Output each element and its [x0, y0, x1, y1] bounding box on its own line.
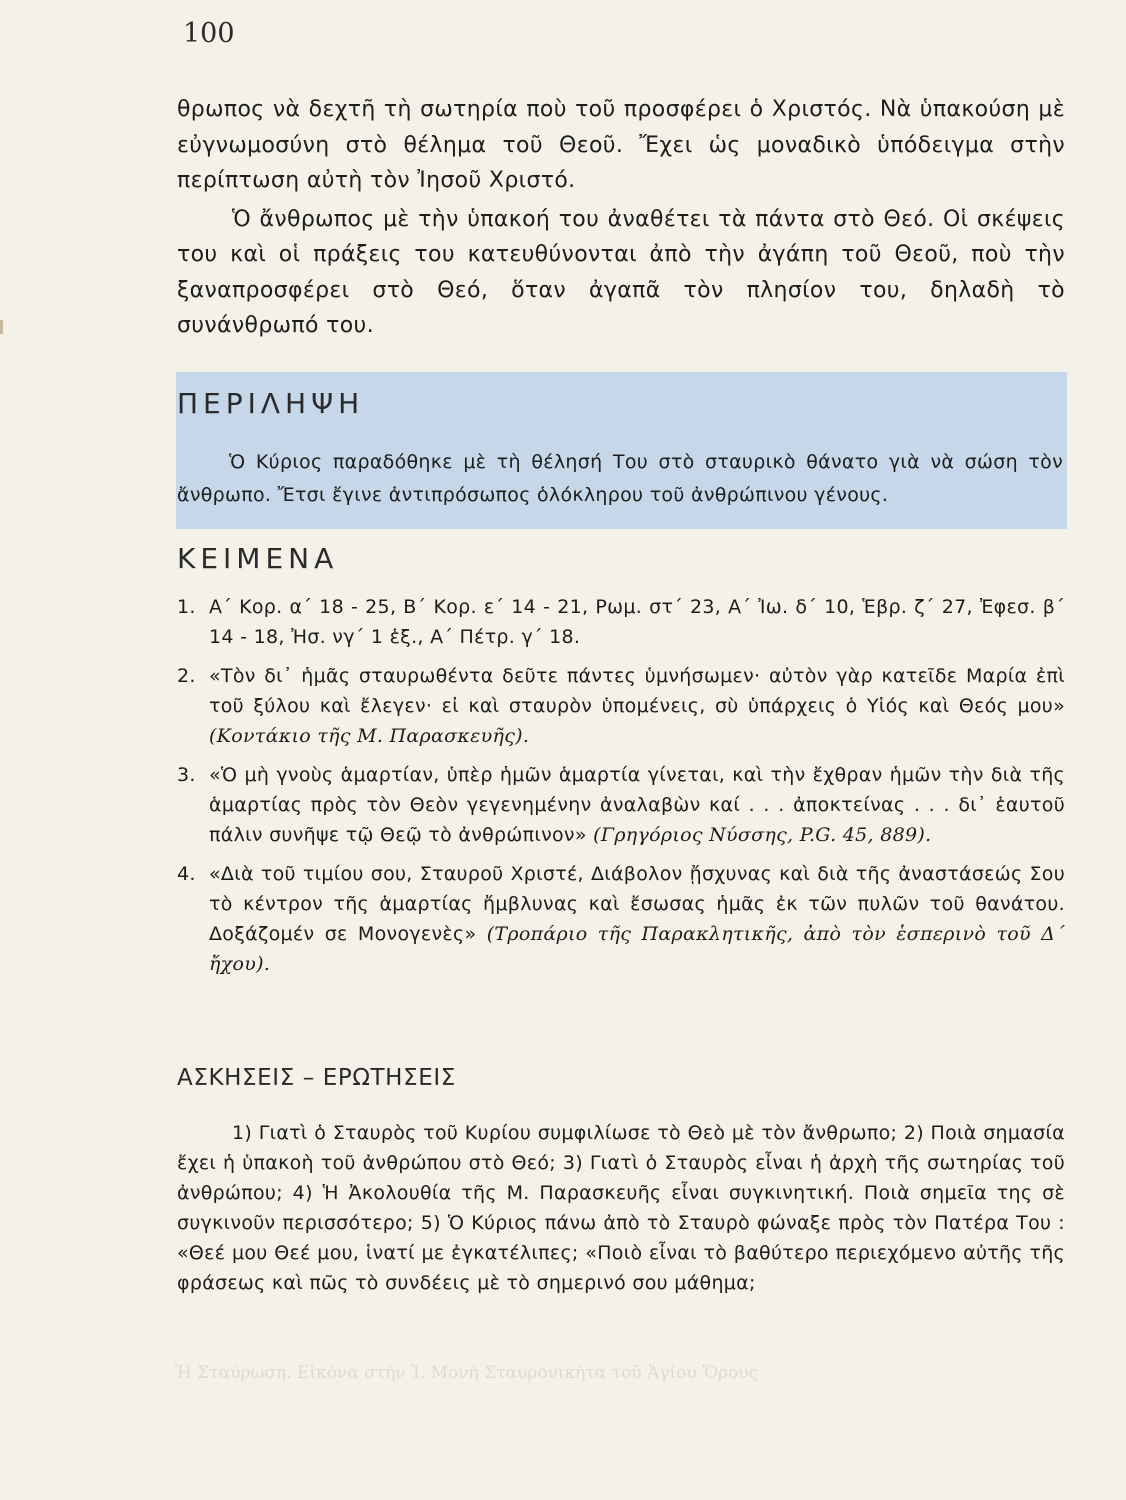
page-edge-mark [0, 320, 3, 334]
list-item-number: 2. [177, 665, 196, 687]
summary-heading: ΠΕΡΙΛΗΨΗ [177, 387, 365, 420]
list-item [177, 760, 1065, 850]
list-item [177, 661, 1065, 751]
list-item-number: 3. [177, 764, 196, 786]
list-item-number: 1. [177, 596, 196, 618]
intro-paragraph-2: Ὁ ἄνθρωπος μὲ τὴν ὑπακοή του ἀναθέτει τὰ πάντα στὸ Θεό. Οἱ σκέψεις του καὶ οἱ πράξεις του κατευθύνονται ἀπὸ τὴν ἀγάπη τοῦ Θεοῦ, ποὺ τὴν ξαναπροσφέρει στὸ Θεό, ὅταν ἀγαπᾶ τὸν πλησίον του, δηλαδὴ τὸ συνάνθρωπό του. [177, 206, 1065, 338]
list-item-source: (Κοντάκιο τῆς Μ. Παρασκευῆς). [209, 725, 530, 747]
list-item-source: (Γρηγόριος Νύσσης, P.G. 45, 889). [593, 824, 932, 846]
exercises-heading: ΑΣΚΗΣΕΙΣ – ΕΡΩΤΗΣΕΙΣ [177, 1065, 456, 1091]
list-item-number: 4. [177, 863, 196, 885]
list-item [177, 859, 1065, 979]
texts-heading: ΚΕΙΜΕΝΑ [177, 542, 339, 575]
intro-section [177, 92, 1065, 344]
list-item-body: «Ὁ μὴ γνοὺς ἁμαρτίαν, ὑπὲρ ἡμῶν ἁμαρτία γίνεται, καὶ τὴν ἔχθραν ἡμῶν τὴν διὰ τῆς ἁμαρτίας πρὸς τὸν Θεὸν γεγενημένην ἀναλαβὼν καί . . . ἀποκτείνας . . . δι᾽ ἑαυτοῦ πάλιν συνῆψε τῷ Θεῷ τὸ ἀνθρώπινον» [209, 764, 1065, 846]
list-item-source: (Τροπάριο τῆς Παρακλητικῆς, ἀπὸ τὸν ἑσπερινὸ τοῦ Δ΄ ἤχου). [209, 923, 1065, 975]
summary-body: Ὁ Κύριος παραδόθηκε μὲ τὴ θέλησή Του στὸ σταυρικὸ θάνατο γιὰ νὰ σώση τὸν ἄνθρωπο. Ἔτσι ἔγινε ἀντιπρόσωπος ὁλόκληρου τοῦ ἀνθρώπινου γένους. [177, 451, 1063, 506]
exercises-text [177, 1118, 1065, 1298]
show-through-caption: Ἡ Σταύρωση. Εἰκόνα στὴν Ἱ. Μονὴ Σταυρονικήτα τοῦ Ἁγίου Ὄρους [175, 1363, 759, 1383]
summary-text [177, 446, 1063, 512]
list-item-body: «Διὰ τοῦ τιμίου σου, Σταυροῦ Χριστέ, Διάβολον ᾔσχυνας καὶ διὰ τῆς ἀναστάσεώς Σου τὸ κέντρον τῆς ἁμαρτίας ἤμβλυνας καὶ ἔσωσας ἡμᾶς ἐκ τῶν πυλῶν τοῦ θανάτου. Δοξάζομέν σε Μονογενὲς» [209, 863, 1065, 945]
exercises-body: 1) Γιατὶ ὁ Σταυρὸς τοῦ Κυρίου συμφιλίωσε τὸ Θεὸ μὲ τὸν ἄνθρωπο; 2) Ποιὰ σημασία ἔχει ἡ ὑπακοὴ τοῦ ἀνθρώπου στὸ Θεό; 3) Γιατὶ ὁ Σταυρὸς εἶναι ἡ ἀρχὴ τῆς σωτηρίας τοῦ ἀνθρώπου; 4) Ἡ Ἀκολουθία τῆς Μ. Παρασκευῆς εἶναι συγκινητική. Ποιὰ σημεῖα της σὲ συγκινοῦν περισσότερο; 5) Ὁ Κύριος πάνω ἀπὸ τὸ Σταυρὸ φώναξε πρὸς τὸν Πατέρα Του : «Θεέ μου Θεέ μου, ἱνατί με ἐγκατέλιπες; «Ποιὸ εἶναι τὸ βαθύτερο περιεχόμενο αὐτῆς τῆς φράσεως καὶ πῶς τὸ συνδέεις μὲ τὸ σημερινό σου μάθημα; [177, 1122, 1065, 1294]
page-number: 100 [183, 18, 235, 49]
list-item [177, 592, 1065, 652]
list-item-body: «Τὸν δι᾽ ἡμᾶς σταυρωθέντα δεῦτε πάντες ὑμνήσωμεν· αὐτὸν γὰρ κατεῖδε Μαρία ἐπὶ τοῦ ξύλου καὶ ἔλεγεν· εἰ καὶ σταυρὸν ὑπομένεις, σὺ ὑπάρχεις ὁ Υἱός καὶ Θεός μου» [209, 665, 1065, 717]
texts-list [177, 592, 1065, 979]
list-item-body: Α΄ Κορ. α΄ 18 - 25, Β΄ Κορ. ε΄ 14 - 21, Ρωμ. στ΄ 23, Α΄ Ἰω. δ΄ 10, Ἑβρ. ζ΄ 27, Ἐφεσ. β΄ 14 - 18, Ἠσ. νγ΄ 1 ἑξ., Α΄ Πέτρ. γ΄ 18. [209, 596, 1065, 648]
intro-paragraph-1: θρωπος νὰ δεχτῆ τὴ σωτηρία ποὺ τοῦ προσφέρει ὁ Χριστός. Νὰ ὑπακούση μὲ εὐγνωμοσύνη στὸ θέλημα τοῦ Θεοῦ. Ἔχει ὡς μοναδικὸ ὑπόδειγμα στὴν περίπτωση αὐτὴ τὸν Ἰησοῦ Χριστό. [177, 97, 1065, 193]
